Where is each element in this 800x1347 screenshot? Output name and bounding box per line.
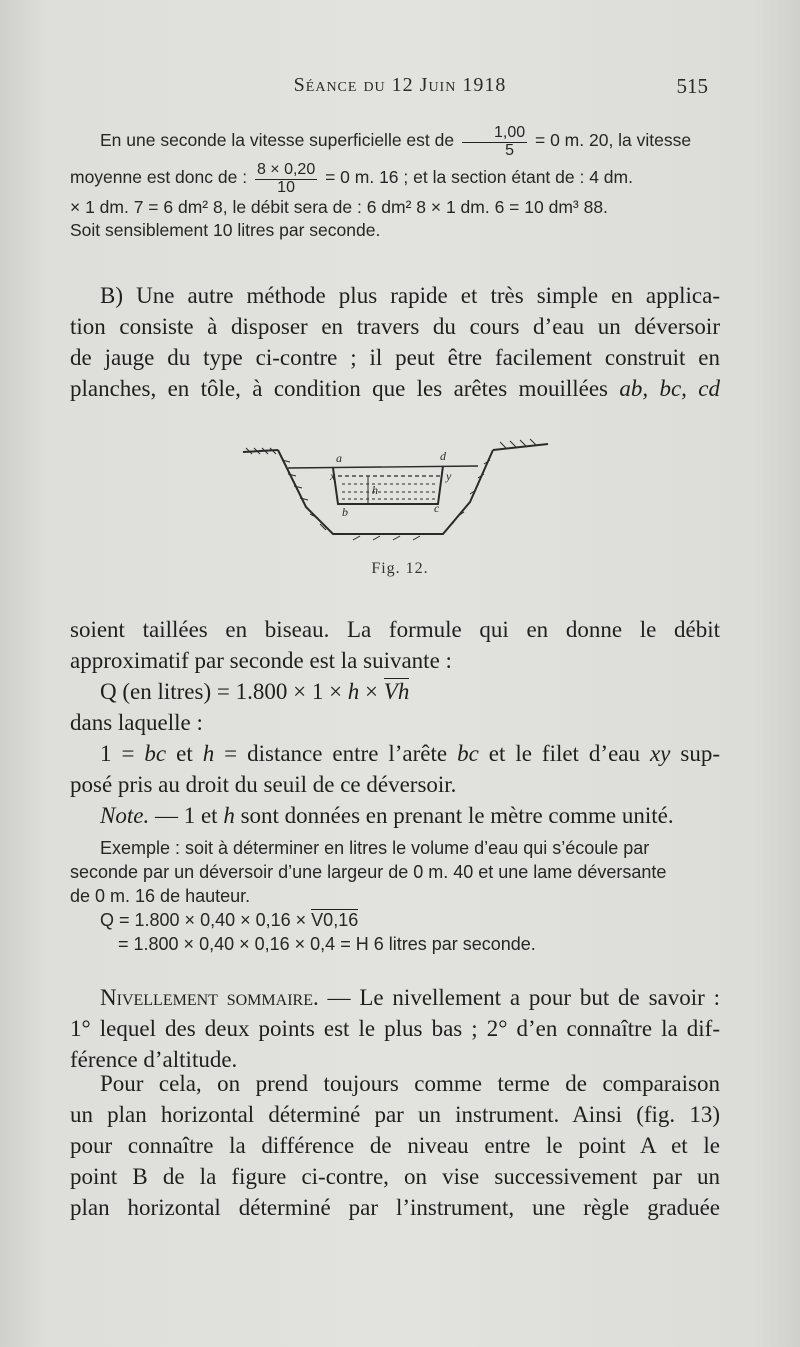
text-segment: = 0 m. 20, la vitesse: [535, 130, 692, 151]
text-segment: sont données en prenant le mètre comme unité.: [234, 803, 674, 828]
paragraph-comparison: [70, 1068, 720, 1223]
italic-segment: h: [347, 679, 360, 704]
weir-notch: [333, 466, 443, 504]
text-line: point B de la figure ci-contre, on vise successivement par un: [70, 1164, 720, 1189]
running-header: [0, 74, 800, 104]
example-block: [70, 836, 720, 956]
text-line: approximatif par seconde est la suivante :: [70, 648, 452, 673]
text-line: Exemple : soit à déterminer en litres le volume d’eau qui s’écoule par: [100, 838, 650, 858]
formula-line: [70, 676, 720, 707]
weir-drawing: [243, 439, 548, 540]
calc-line: [70, 908, 720, 932]
text-line: Soit sensiblement 10 litres par seconde.: [70, 219, 381, 240]
text-line: [70, 738, 720, 769]
text-segment: En une seconde la vitesse superficielle est de: [100, 130, 455, 151]
text-line: [70, 124, 720, 159]
text-line: pour connaître la différence de niveau entre le point A et le: [70, 1133, 720, 1158]
right-ground-line: [493, 444, 548, 450]
numerator: 1,00: [462, 124, 527, 143]
page-number: 515: [676, 74, 708, 98]
text-segment: et: [166, 741, 203, 766]
text-line: [70, 982, 720, 1013]
paragraph-levelling: [70, 982, 720, 1075]
label-x: x: [330, 469, 336, 483]
denominator: 10: [277, 178, 295, 196]
square-root: V0,16: [311, 910, 359, 930]
text-segment: = 0 m. 16 ; et la section étant de : 4 dm.: [325, 167, 633, 187]
text-line: Pour cela, on prend toujours comme terme de comparaison: [100, 1071, 720, 1096]
calc-line: = 1.800 × 0,40 × 0,16 × 0,4 = H 6 litres par seconde.: [118, 934, 536, 954]
text-segment: moyenne est donc de :: [70, 167, 248, 187]
text-line: [70, 159, 720, 196]
denominator: 5: [505, 142, 514, 159]
note-label: Note.: [100, 803, 150, 828]
paragraph-formula: [70, 614, 720, 831]
text-line: de jauge du type ci-contre ; il peut être facilement construit en: [70, 345, 720, 370]
text-line: férence d’altitude.: [70, 1047, 238, 1072]
italic-segment: bc: [144, 741, 167, 766]
weir-top-edge: [288, 466, 478, 468]
italic-segment: bc: [457, 741, 479, 766]
text-segment: 1 =: [100, 741, 145, 766]
italic-segment: xy: [649, 741, 671, 766]
label-b: b: [342, 505, 348, 519]
weir-figure: [238, 432, 558, 544]
text-line: × 1 dm. 7 = 6 dm² 8, le débit sera de : 6 dm² 8 × 1 dm. 6 = 10 dm³ 88.: [70, 196, 608, 217]
paragraph-flow-calc: [70, 124, 720, 242]
text-segment: — 1 et: [149, 803, 224, 828]
fraction: [462, 124, 527, 159]
text-line: soient taillées en biseau. La formule qui en donne le débit: [70, 617, 720, 642]
text-line: [70, 373, 720, 404]
numerator: 8 × 0,20: [256, 160, 316, 178]
text-line: B) Une autre méthode plus rapide et très simple en applica-: [100, 283, 720, 308]
label-y: y: [446, 469, 452, 483]
text-line: un plan horizontal déterminé par un instrument. Ainsi (fig. 13): [70, 1102, 720, 1127]
label-h: h: [372, 483, 378, 497]
square-root: Vh: [383, 679, 410, 704]
label-c: c: [434, 501, 440, 515]
label-a: a: [336, 451, 342, 465]
text-segment: = distance entre l’arête: [214, 741, 458, 766]
text-segment: ×: [359, 679, 384, 704]
text-segment: — Le nivellement a pour but de savoir :: [318, 985, 720, 1010]
italic-segment: h: [223, 803, 235, 828]
running-title: Séance du 12 Juin 1918: [293, 74, 507, 96]
label-d: d: [440, 449, 446, 463]
fraction: [255, 161, 317, 196]
text-line: de 0 m. 16 de hauteur.: [70, 886, 251, 906]
text-line: 1° lequel des deux points est le plus bas ; 2° d’en connaître la dif-: [70, 1016, 720, 1041]
section-heading: Nivellement sommaire.: [100, 985, 319, 1010]
text-segment: sup-: [670, 741, 720, 766]
text-line: plan horizontal déterminé par l’instrument, une règle graduée: [70, 1195, 720, 1220]
text-segment: Q = 1.800 × 0,40 × 0,16 ×: [100, 910, 312, 930]
paragraph-method-b: [70, 280, 720, 404]
text-segment: planches, en tôle, à condition que les arêtes mouillées: [70, 376, 608, 401]
text-segment: et le filet d’eau: [478, 741, 650, 766]
figure-caption: Fig. 12.: [371, 560, 429, 577]
text-segment: Q (en litres) = 1.800 × 1 ×: [100, 679, 348, 704]
italic-segment: h: [202, 741, 215, 766]
text-line: seconde par un déversoir d’une largeur de 0 m. 40 et une lame déversante: [70, 862, 667, 882]
text-line: tion consiste à disposer en travers du cours d’eau un déversoir: [70, 314, 720, 339]
bed-hatch: [353, 536, 420, 540]
text-line: dans laquelle :: [70, 710, 203, 735]
text-line: posé pris au droit du seuil de ce déversoir.: [70, 772, 457, 797]
italic-segment: ab, bc, cd: [619, 376, 721, 401]
note-line: [70, 800, 720, 831]
